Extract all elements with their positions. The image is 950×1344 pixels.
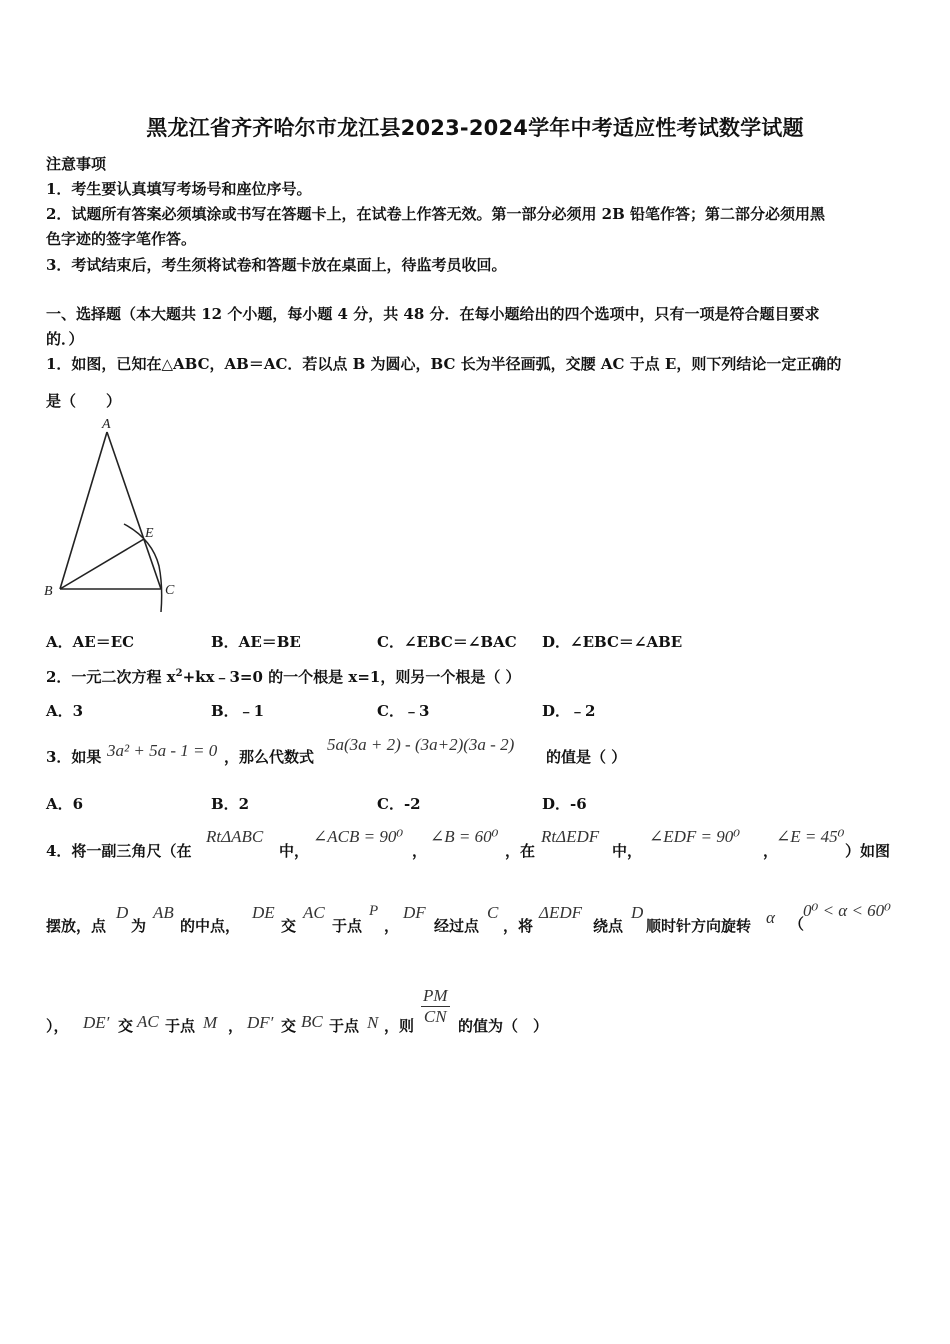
q3-stem-pre: 3．如果 (46, 748, 102, 766)
q4-l2-seg-ab: AB (153, 903, 174, 922)
q4-l3-text-6: 于点 (329, 1017, 360, 1035)
q1-stem-line2: 是（ ） (46, 392, 122, 410)
q4-l2-text-3: 的中点， (180, 917, 241, 935)
label-c: C (165, 583, 175, 598)
q2-option-d[interactable]: D．﹣2 (542, 702, 596, 720)
q4-l3-seg-de-prime: DE′ (83, 1013, 110, 1032)
q4-l2-text-11: （ (789, 915, 805, 933)
q3-expression: 5a(3a + 2) - (3a+2)(3a - 2) (327, 735, 515, 754)
q4-l2-seg-de: DE (252, 903, 275, 922)
notice-heading: 注意事项 (46, 155, 107, 173)
q4-l3-seg-df-prime: DF′ (247, 1013, 274, 1032)
q4-l2-text-1: 摆放，点 (46, 917, 107, 935)
q1-option-a[interactable]: A．AE＝EC (46, 633, 135, 651)
q4-l3-seg-ac: AC (137, 1012, 159, 1031)
label-a: A (102, 417, 111, 432)
q1-option-c[interactable]: C．∠EBC＝∠BAC (377, 633, 517, 651)
q3-option-d[interactable]: D．-6 (542, 795, 587, 813)
q4-l3-text-7: ，则 (384, 1017, 415, 1035)
q4-l2-text-7: 经过点 (434, 917, 480, 935)
arc-centered-b (124, 524, 162, 612)
q4-text-3: ， (412, 842, 428, 860)
q3-option-c[interactable]: C．-2 (377, 795, 421, 813)
q4-math-rt-edf: RtΔEDF (541, 827, 600, 846)
q3-stem-mid: ，那么代数式 (224, 748, 315, 766)
q4-l2-text-2: 为 (131, 917, 147, 935)
label-b: B (44, 584, 53, 599)
q2-option-a[interactable]: A．3 (46, 702, 84, 720)
q4-text-7: ）如图 (845, 842, 891, 860)
notice-item-2a: 2．试题所有答案必须填涂或书写在答题卡上，在试卷上作答无效。第一部分必须用 2B 铅笔作答；第二部分必须用黑 (46, 205, 826, 223)
q1-stem-line1: 1．如图，已知在△ABC，AB＝AC．若以点 B 为圆心，BC 长为半径画弧，交腰 AC 于点 E，则下列结论一定正确的 (46, 355, 842, 373)
page-title: 黑龙江省齐齐哈尔市龙江县2023-2024学年中考适应性考试数学试题 (146, 116, 804, 140)
q4-l3-text-5: 交 (281, 1017, 297, 1035)
q4-l2-alpha: α (766, 908, 775, 927)
q4-text-1: 4．将一副三角尺（在 (46, 842, 192, 860)
q4-l2-text-10: 顺时针方向旋转 (646, 917, 752, 935)
section-heading-line1: 一、选择题（本大题共 12 个小题，每小题 4 分，共 48 分．在每小题给出的四个选项中，只有一项是符合题目要求 (46, 305, 820, 323)
q4-l3-seg-bc: BC (301, 1012, 323, 1031)
q4-l2-alpha-range: 0⁰ < α < 60⁰ (803, 901, 891, 920)
q4-math-rt-abc: RtΔABC (206, 827, 264, 846)
q4-l2-text-4: 交 (281, 917, 297, 935)
q1-triangle-figure (40, 414, 190, 624)
q4-l2-text-9: 绕点 (593, 917, 624, 935)
q3-equation: 3a² + 5a - 1 = 0 (107, 741, 218, 760)
q4-l2-triangle-edf: ΔEDF (539, 903, 583, 922)
q4-l3-fraction (421, 986, 450, 1027)
section-heading-line2: 的．） (46, 330, 84, 348)
q4-l2-point-c: C (487, 903, 499, 922)
q4-l2-text-6: ， (384, 917, 400, 935)
q4-l3-text-4: ， (228, 1017, 244, 1035)
q4-math-angle-e: ∠E = 45⁰ (776, 827, 845, 846)
q3-stem-post: 的值是（ ） (546, 748, 627, 766)
q1-option-b[interactable]: B．AE＝BE (211, 633, 301, 651)
q4-l2-point-d: D (116, 903, 129, 922)
label-e: E (145, 526, 154, 541)
q2-option-b[interactable]: B．﹣1 (211, 702, 265, 720)
notice-item-1: 1．考生要认真填写考场号和座位序号。 (46, 180, 312, 198)
q4-l3-text-2: 交 (118, 1017, 134, 1035)
q4-math-angle-edf: ∠EDF = 90⁰ (649, 827, 741, 846)
q4-l3-point-n: N (367, 1013, 379, 1032)
q4-math-angle-b: ∠B = 60⁰ (430, 827, 499, 846)
q4-l2-seg-df: DF (403, 903, 426, 922)
q4-l3-text-1: ）， (46, 1017, 69, 1035)
q4-l2-seg-ac: AC (303, 903, 325, 922)
q4-math-angle-acb: ∠ACB = 90⁰ (313, 827, 404, 846)
q2-stem: 2．一元二次方程 $x^2+kx﹣3=0$ 的一个根是 x=1，则另一个根是（ ） (46, 668, 521, 686)
q4-text-5: 中， (612, 842, 643, 860)
q4-l2-text-5: 于点 (332, 917, 363, 935)
q2-option-c[interactable]: C．﹣3 (377, 702, 430, 720)
q4-text-2: 中， (279, 842, 310, 860)
q4-l2-text-8: ，将 (503, 917, 534, 935)
q3-option-b[interactable]: B．2 (211, 795, 250, 813)
q1-option-d[interactable]: D．∠EBC＝∠ABE (542, 633, 683, 651)
q4-l3-point-m: M (203, 1013, 218, 1032)
q4-l3-text-3: 于点 (165, 1017, 196, 1035)
q4-l2-point-p: P (369, 903, 379, 919)
q3-option-a[interactable]: A．6 (46, 795, 84, 813)
fraction-numerator: PM (423, 986, 448, 1005)
notice-item-2b: 色字迹的签字笔作答。 (46, 230, 197, 248)
q4-l3-text-8: 的值为（ ） (458, 1017, 549, 1035)
q4-text-6: ， (763, 842, 779, 860)
side-ac (107, 432, 161, 589)
notice-item-3: 3．考试结束后，考生须将试卷和答题卡放在桌面上，待监考员收回。 (46, 256, 507, 274)
q4-l2-point-d2: D (631, 903, 644, 922)
fraction-denominator: CN (423, 1007, 447, 1026)
q4-text-4: ，在 (505, 842, 536, 860)
